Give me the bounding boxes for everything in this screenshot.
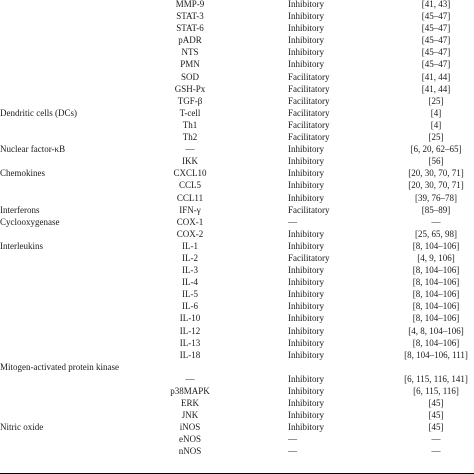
category-cell: Chemokines: [0, 168, 45, 179]
references-cell: [4]: [430, 107, 442, 118]
effect-cell: Inhibitory: [288, 0, 324, 9]
marker-cell: ERK: [181, 398, 199, 409]
table-row: [0, 204, 474, 216]
effect-cell: Inhibitory: [288, 301, 324, 312]
references-cell: [8, 104–106]: [412, 277, 460, 288]
category-cell: Interferons: [0, 204, 40, 215]
category-cell: [0, 131, 150, 132]
category-cell: Dendritic cells (DCs): [0, 107, 77, 118]
marker-cell: SOD: [180, 71, 199, 82]
marker-cell: Th1: [182, 119, 198, 130]
references-cell: —: [431, 446, 441, 457]
effect-cell: Inhibitory: [288, 373, 324, 384]
table-row: [0, 179, 474, 191]
category-cell: [0, 264, 150, 265]
marker-cell: iNOS: [179, 422, 201, 433]
effect-cell: Facilitatory: [288, 252, 330, 263]
table-row: [0, 385, 474, 397]
references-cell: [4, 8, 104–106]: [408, 325, 464, 336]
effect-cell: Inhibitory: [288, 277, 324, 288]
references-cell: [41, 43]: [421, 0, 451, 9]
category-cell: [0, 10, 150, 11]
marker-cell: IL-6: [182, 301, 198, 312]
table-row: [0, 288, 474, 300]
references-cell: [6, 20, 62–65]: [410, 144, 462, 155]
category-cell: Nuclear factor-κB: [0, 144, 66, 155]
marker-cell: T-cell: [179, 107, 201, 118]
category-cell: [0, 288, 150, 289]
marker-cell: TGF-β: [177, 95, 203, 106]
effect-cell: Facilitatory: [288, 119, 330, 130]
table-row: [0, 155, 474, 167]
effect-cell: Inhibitory: [288, 313, 324, 324]
category-cell: [0, 71, 150, 72]
effect-cell: Facilitatory: [288, 204, 330, 215]
effect-cell: —: [288, 216, 297, 227]
marker-cell: IFN-γ: [179, 204, 201, 215]
references-cell: [4]: [430, 119, 442, 130]
category-cell: Nitric oxide: [0, 422, 44, 433]
table-row: [0, 34, 474, 46]
marker-cell: IKK: [182, 156, 198, 167]
category-cell: [0, 228, 150, 229]
table-row: [0, 131, 474, 143]
references-cell: [45–47]: [421, 47, 451, 58]
references-cell: [25]: [428, 132, 444, 143]
table-row: [0, 276, 474, 288]
effect-cell: Inhibitory: [288, 398, 324, 409]
references-cell: [20, 30, 70, 71]: [408, 180, 464, 191]
category-cell: [0, 155, 150, 156]
table-row: [0, 361, 474, 385]
table-row: [0, 337, 474, 349]
table-row: [0, 409, 474, 421]
references-cell: [85–89]: [421, 204, 451, 215]
references-cell: [25]: [428, 95, 444, 106]
marker-cell: COX-1: [176, 216, 204, 227]
references-cell: [8, 104–106]: [412, 313, 460, 324]
references-cell: [8, 104–106]: [412, 240, 460, 251]
effect-cell: Inhibitory: [288, 47, 324, 58]
category-cell: [0, 433, 150, 434]
category-cell: [0, 34, 150, 35]
effect-cell: —: [288, 434, 297, 445]
category-cell: [0, 192, 150, 193]
marker-cell: IL-1: [182, 240, 198, 251]
category-cell: [0, 445, 150, 446]
effect-cell: Inhibitory: [288, 35, 324, 46]
effect-cell: Inhibitory: [288, 349, 324, 360]
category-cell: [0, 276, 150, 277]
table-row: [0, 397, 474, 409]
marker-cell: MMP-9: [175, 0, 205, 9]
marker-cell: STAT-6: [176, 23, 204, 34]
table-row: [0, 22, 474, 34]
table-row: [0, 421, 474, 433]
effect-cell: —: [288, 446, 297, 457]
effect-cell: Inhibitory: [288, 144, 324, 155]
references-cell: [6, 115, 116]: [413, 386, 459, 396]
table-row: [0, 95, 474, 107]
marker-cell: —: [185, 144, 195, 155]
table-row: [0, 10, 474, 22]
table-row: [0, 252, 474, 264]
references-cell: [45–47]: [421, 59, 451, 70]
table-row: [0, 445, 474, 457]
marker-cell: IL-18: [179, 349, 201, 360]
marker-cell: CXCL10: [173, 168, 207, 179]
table-row: [0, 228, 474, 240]
references-cell: [25, 65, 98]: [415, 228, 457, 239]
effect-cell: Facilitatory: [288, 95, 330, 106]
marker-cell: JNK: [181, 410, 199, 421]
marker-cell: STAT-3: [176, 11, 204, 22]
effect-cell: Inhibitory: [288, 422, 324, 433]
marker-cell: CCL5: [178, 180, 201, 191]
category-cell: [0, 58, 150, 59]
references-cell: —: [431, 434, 441, 445]
category-cell: [0, 312, 150, 313]
marker-cell: IL-10: [179, 313, 201, 324]
references-cell: [45]: [428, 410, 444, 421]
table-row: [0, 240, 474, 252]
category-cell: [0, 95, 150, 96]
category-cell: [0, 179, 150, 180]
effect-cell: Inhibitory: [288, 289, 324, 300]
table-row: [0, 71, 474, 83]
table-row: [0, 216, 474, 228]
category-cell: [0, 325, 150, 326]
references-cell: [45]: [428, 398, 444, 409]
category-cell: [0, 337, 150, 338]
table-row: [0, 83, 474, 95]
table-row: [0, 312, 474, 324]
marker-cell: eNOS: [179, 434, 201, 445]
table-row: [0, 46, 474, 58]
table-row: [0, 264, 474, 276]
effect-cell: Inhibitory: [288, 410, 324, 421]
table-row: [0, 58, 474, 70]
effect-cell: Inhibitory: [288, 180, 324, 191]
marker-cell: COX-2: [176, 228, 204, 239]
effect-cell: Inhibitory: [288, 156, 324, 167]
category-cell: [0, 397, 150, 398]
marker-cell: PMN: [180, 59, 200, 70]
references-cell: [45–47]: [421, 23, 451, 34]
category-cell: Mitogen-activated protein kinase: [0, 361, 119, 372]
category-cell: [0, 385, 150, 386]
marker-cell: IL-13: [179, 337, 201, 348]
marker-cell: nNOS: [178, 446, 202, 457]
table-row: [0, 0, 474, 10]
effect-cell: Inhibitory: [288, 337, 324, 348]
table-row: [0, 107, 474, 119]
table-row: [0, 433, 474, 445]
marker-cell: pADR: [178, 35, 202, 46]
marker-cell: p38MAPK: [170, 386, 210, 396]
category-cell: Cyclooxygenase: [0, 216, 60, 227]
effect-cell: Inhibitory: [288, 265, 324, 276]
references-cell: —: [431, 216, 441, 227]
marker-cell: IL-5: [182, 289, 198, 300]
references-cell: [8, 104–106]: [412, 337, 460, 348]
references-cell: [20, 30, 70, 71]: [408, 168, 464, 179]
category-cell: [0, 409, 150, 410]
category-cell: Interleukins: [0, 240, 43, 251]
references-cell: [8, 104–106]: [412, 301, 460, 312]
effect-cell: Facilitatory: [288, 83, 330, 94]
effect-cell: Inhibitory: [288, 325, 324, 336]
effect-cell: Inhibitory: [288, 192, 324, 203]
references-cell: [39, 76–78]: [415, 192, 457, 203]
references-cell: [56]: [428, 156, 444, 167]
marker-cell: Th2: [182, 132, 198, 143]
marker-cell: IL-2: [182, 252, 198, 263]
effect-cell: Inhibitory: [288, 11, 324, 22]
effect-cell: Facilitatory: [288, 71, 330, 82]
effect-cell: Facilitatory: [288, 132, 330, 143]
category-cell: [0, 349, 150, 350]
references-cell: [4, 9, 106]: [417, 252, 455, 263]
references-cell: [45]: [428, 422, 444, 433]
references-cell: [45–47]: [421, 11, 451, 22]
table-row: [0, 192, 474, 204]
category-cell: [0, 300, 150, 301]
effect-cell: Inhibitory: [288, 240, 324, 251]
table-row: [0, 119, 474, 131]
references-cell: [8, 104–106, 111]: [404, 349, 468, 360]
marker-cell: IL-4: [182, 277, 198, 288]
references-cell: [8, 104–106]: [412, 289, 460, 300]
effect-cell: Inhibitory: [288, 386, 324, 396]
category-cell: [0, 83, 150, 84]
marker-cell: —: [185, 373, 195, 384]
effect-cell: Inhibitory: [288, 23, 324, 34]
table-row: [0, 325, 474, 337]
marker-cell: IL-3: [182, 265, 198, 276]
references-cell: [6, 115, 116, 141]: [404, 373, 468, 384]
category-cell: [0, 46, 150, 47]
effect-cell: Facilitatory: [288, 107, 330, 118]
references-cell: [41, 44]: [421, 71, 451, 82]
marker-cell: GSH-Px: [174, 83, 206, 94]
table-row: [0, 167, 474, 179]
marker-cell: NTS: [181, 47, 199, 58]
effect-cell: Inhibitory: [288, 59, 324, 70]
category-cell: [0, 22, 150, 23]
references-cell: [45–47]: [421, 35, 451, 46]
marker-cell: IL-12: [179, 325, 201, 336]
category-cell: [0, 119, 150, 120]
table-row: [0, 143, 474, 155]
references-cell: [41, 44]: [421, 83, 451, 94]
marker-cell: CCL11: [176, 192, 204, 203]
category-cell: [0, 252, 150, 253]
table-row: [0, 300, 474, 312]
references-cell: [8, 104–106]: [412, 265, 460, 276]
effect-cell: Inhibitory: [288, 228, 324, 239]
table-row: [0, 349, 474, 361]
effect-cell: Inhibitory: [288, 168, 324, 179]
